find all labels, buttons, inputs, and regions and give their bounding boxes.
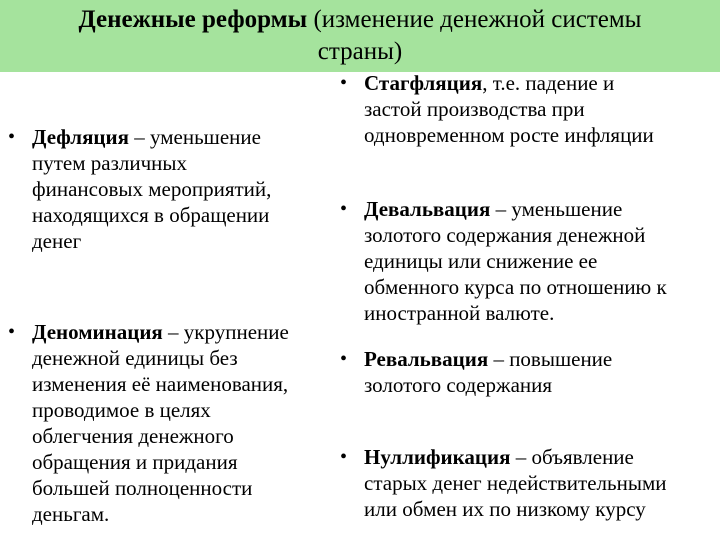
term-stagflation: Стагфляция [364,71,483,95]
definition-line: единицы или снижение ее [364,249,598,273]
definition-line: финансовых мероприятий, [32,177,272,201]
definition-line: деньгам. [32,502,110,526]
definition-line: большей полноценности [32,476,253,500]
definition-line: – объявление [510,445,634,469]
definition-line: – уменьшение [129,125,261,149]
bullet-dot: • [8,126,16,148]
definition-line: денег [32,229,82,253]
definition-line: путем различных [32,151,188,175]
definition-line: золотого содержания денежной [364,223,646,247]
definition-line: , т.е. падение и [482,71,615,95]
term-revaluation: Ревальвация [364,347,489,371]
bullet-dot: • [340,72,348,94]
bullet-dot: • [340,348,348,370]
definition-line: одновременном росте инфляции [364,123,654,147]
definition-line: иностранной валюте. [364,301,555,325]
bullet-dot: • [340,446,348,468]
definition-line: обменного курса по отношению к [364,275,667,299]
title-rest: (изменение денежной системы [307,6,642,33]
term-denomination: Деноминация [32,320,163,344]
definition-line: – уменьшение [490,197,623,221]
term-deflation: Дефляция [32,125,129,149]
definition-line: обращения и придания [32,450,238,474]
definition-line: или обмен их по низкому курсу [364,497,646,521]
bullet-dot: • [8,321,16,343]
definition-line: старых денег недействительными [364,471,667,495]
definition-line: золотого содержания [364,373,553,397]
term-devaluation: Девальвация [364,197,491,221]
slide-title [40,4,680,68]
definition-line: изменения её наименования, [32,372,289,396]
title-bold: Денежные реформы [78,6,308,33]
definition-line: – повышение [488,347,613,371]
definition-line: застой производства при [364,97,585,121]
term-nullification: Нуллификация [364,445,511,469]
definition-line: находящихся в обращении [32,203,270,227]
definition-line: облегчения денежного [32,424,234,448]
definition-line: проводимое в целях [32,398,211,422]
definition-line: денежной единицы без [32,346,238,370]
title-line2: страны) [317,38,403,65]
definition-line: – укрупнение [162,320,289,344]
bullet-dot: • [340,198,348,220]
